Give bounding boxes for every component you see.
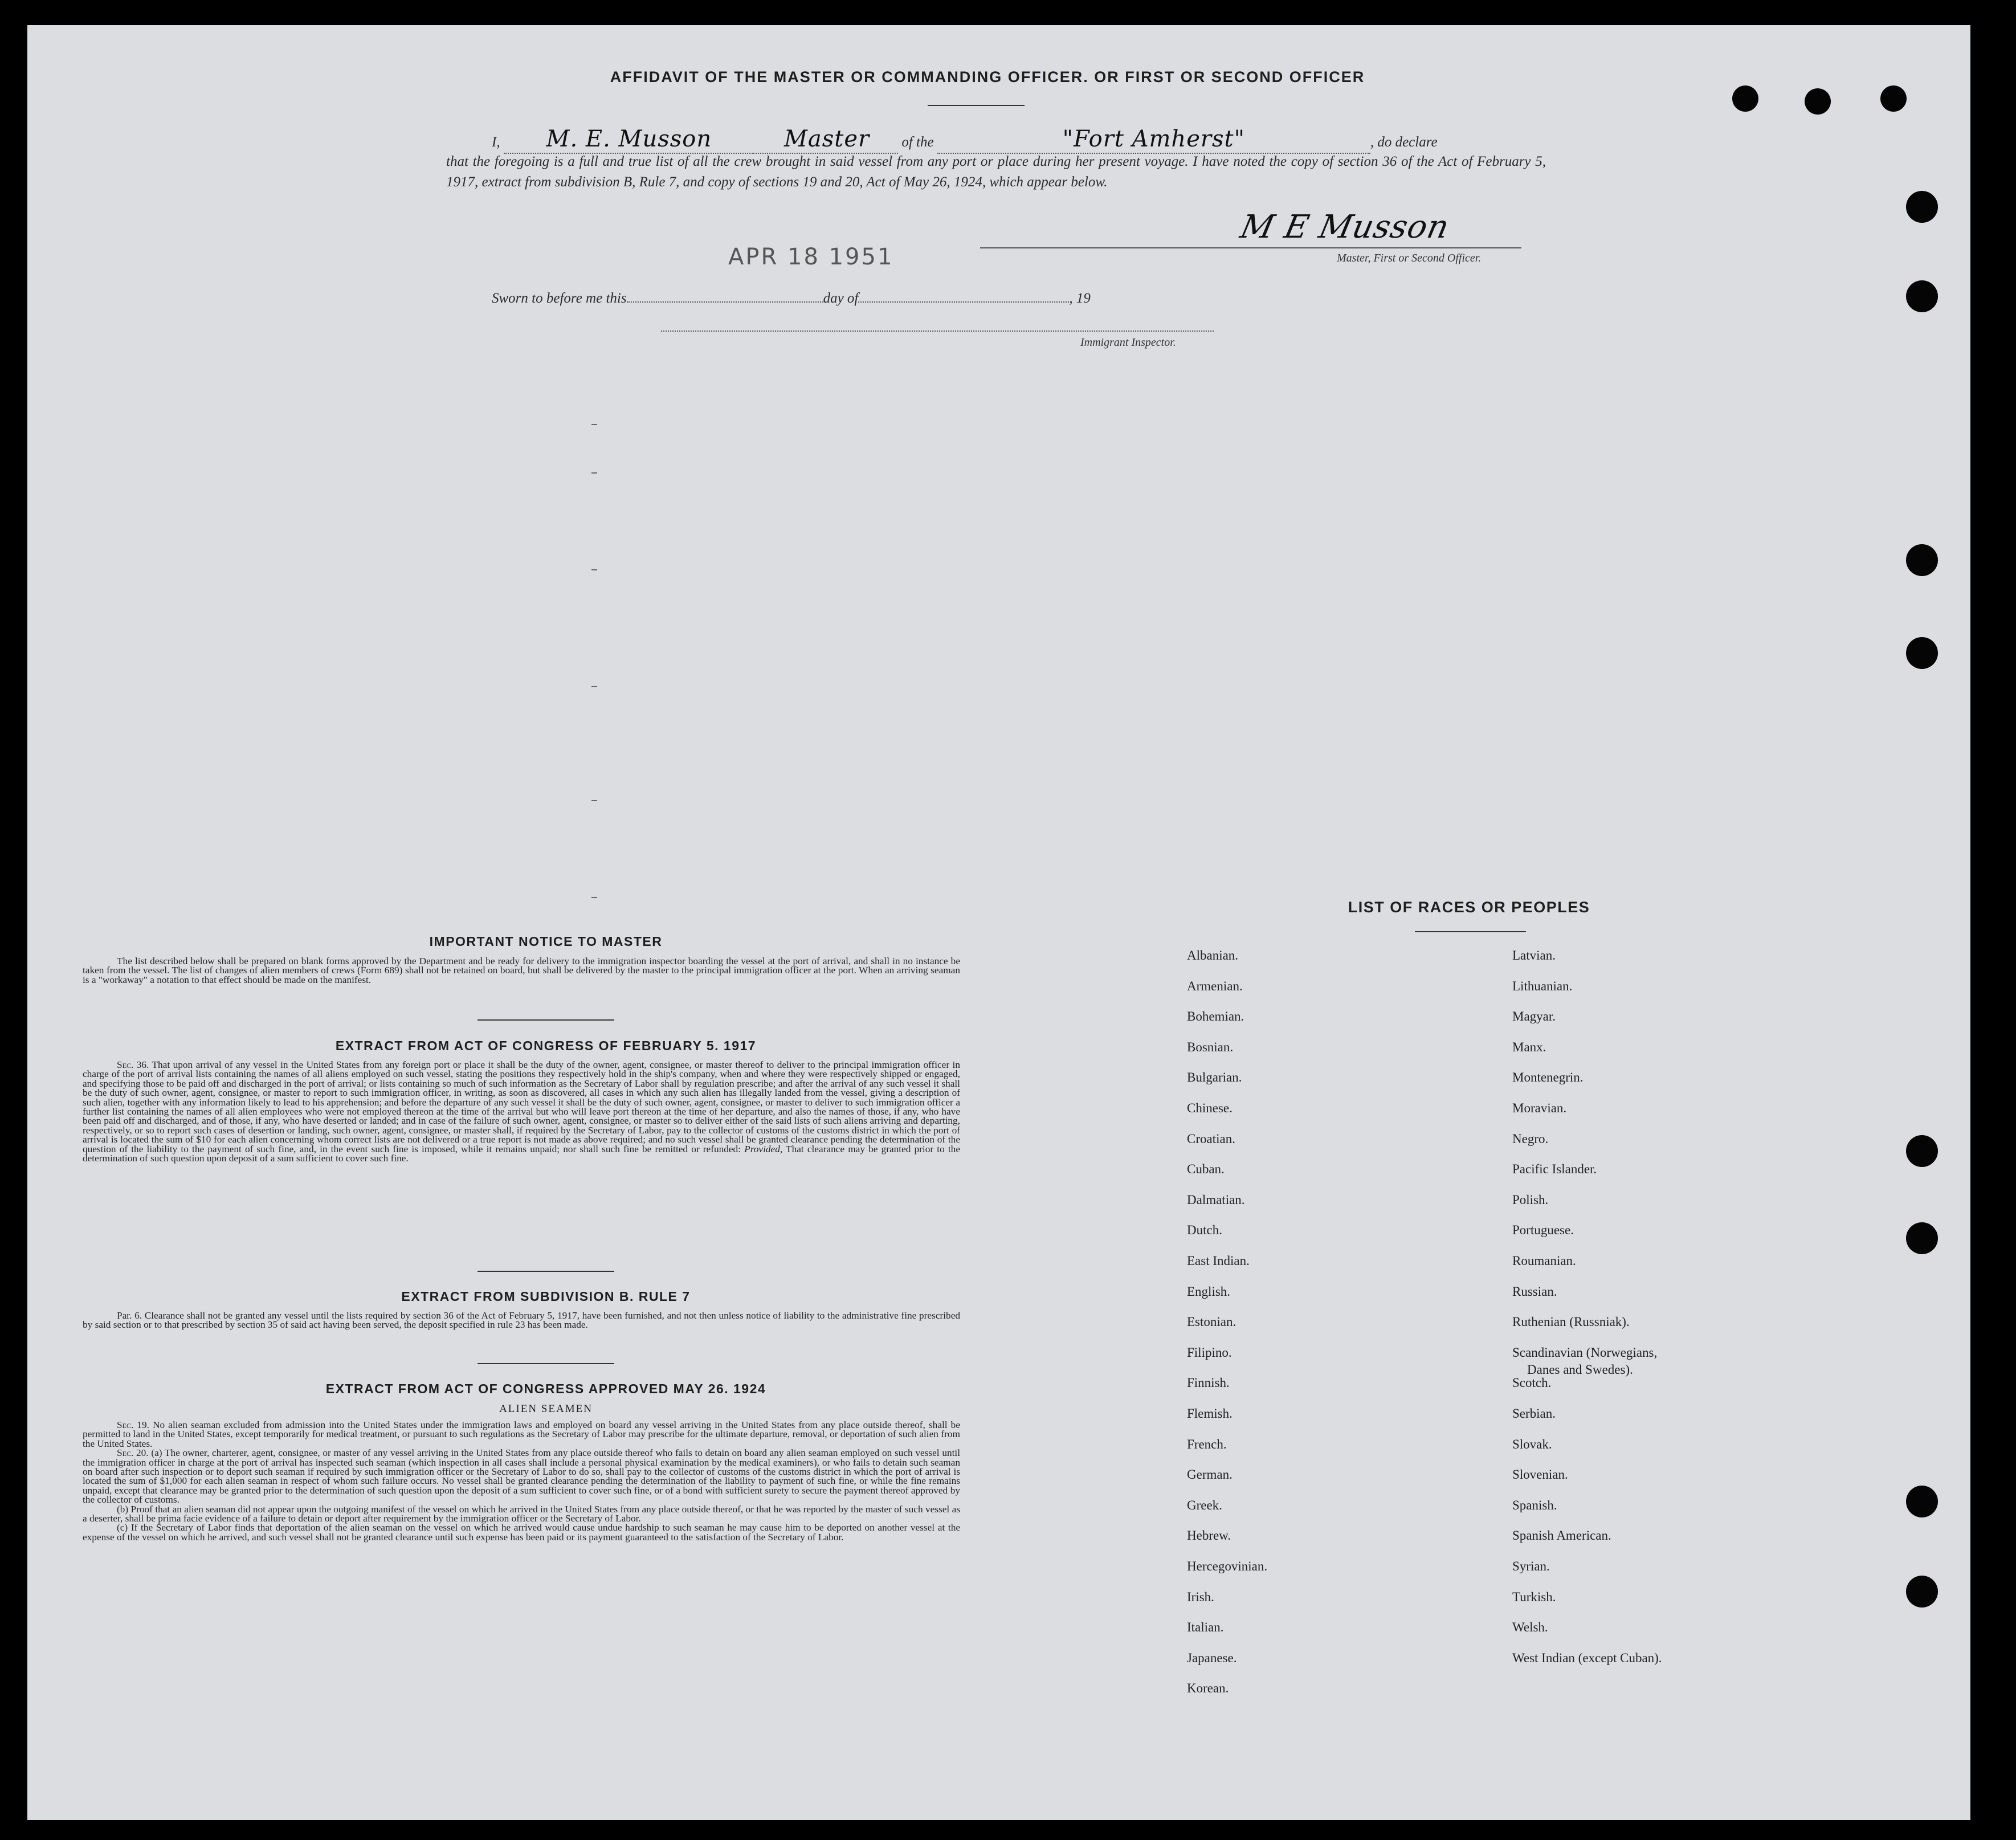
race-item: Roumanian. xyxy=(1512,1254,1576,1268)
proviso-label: Provided, xyxy=(744,1143,783,1154)
sworn-day-field xyxy=(627,301,823,303)
race-item: Korean. xyxy=(1187,1681,1229,1696)
extract-1924-title: EXTRACT FROM ACT OF CONGRESS APPROVED MAY 26. 1924 xyxy=(325,1381,766,1396)
race-item: Armenian. xyxy=(1187,978,1243,993)
date-stamp: APR 18 1951 xyxy=(728,244,894,270)
binder-hole xyxy=(1880,85,1907,112)
margin-tick xyxy=(591,800,597,801)
race-item: Scotch. xyxy=(1512,1376,1552,1390)
rule-7-title: EXTRACT FROM SUBDIVISION B. RULE 7 xyxy=(401,1289,691,1304)
sec-36-label: Sec. 36. xyxy=(117,1059,149,1070)
rule-7-text xyxy=(83,1311,960,1330)
race-item: Estonian. xyxy=(1187,1315,1236,1329)
margin-tick xyxy=(591,424,597,425)
race-item: East Indian. xyxy=(1187,1254,1250,1268)
binder-hole xyxy=(1906,191,1938,223)
binder-hole xyxy=(1906,637,1938,669)
race-item: French. xyxy=(1187,1437,1227,1451)
race-item: Danes and Swedes). xyxy=(1527,1362,1633,1377)
race-item: Ruthenian (Russniak). xyxy=(1512,1315,1630,1329)
declaration-body: that the foregoing is a full and true list of all the crew brought in said vessel from any port or place during her present voyage. I have noted the copy of section 36 of the Act of February 5, 1917, extract from subdivision B, Rule 7, and copy of sections 19 and 20, Act of May 26, 1924, which appear below. xyxy=(446,154,1546,190)
race-item: Montenegrin. xyxy=(1512,1070,1584,1085)
race-item: Latvian. xyxy=(1512,948,1556,962)
race-item: Filipino. xyxy=(1187,1345,1232,1360)
sec-36-paragraph xyxy=(83,1060,960,1163)
race-item: Finnish. xyxy=(1187,1376,1230,1390)
declaration-line xyxy=(492,126,1552,154)
race-item: Bulgarian. xyxy=(1187,1070,1242,1085)
race-item: English. xyxy=(1187,1284,1231,1299)
title-divider xyxy=(928,105,1025,106)
margin-tick xyxy=(591,686,597,687)
section-divider xyxy=(478,1271,614,1272)
rank-handwritten: Master xyxy=(783,126,870,152)
sworn-label: Sworn to before me this xyxy=(492,291,627,306)
race-item: Spanish American. xyxy=(1512,1528,1611,1543)
race-item: Irish. xyxy=(1187,1589,1214,1604)
rule-7-paragraph: Par. 6. Clearance shall not be granted any vessel until the lists required by section 36 of the Act of February 5, 1917, have been furnished, and not then unless notice of liability to the administrative fine prescribed by said section or to that prescribed by section 35 of said act having been served, the deposit specified in rule 23 has been made. xyxy=(83,1310,960,1331)
sec-19-text: No alien seaman excluded from admission into the United States under the immigration laws and employed on board any vessel arriving in the United States from any place outside thereof, shall be permitted to land in the United States, except temporarily for medical treatment, or pursuant to such regulations as the Secretary of Labor may prescribe for the ultimate departure, removal, or deportation of such alien from the United States. xyxy=(83,1419,960,1449)
extract-1924-text xyxy=(83,1421,960,1542)
race-item: Japanese. xyxy=(1187,1650,1237,1665)
race-item: Slovenian. xyxy=(1512,1467,1568,1482)
binder-hole xyxy=(1732,85,1758,112)
race-item: Chinese. xyxy=(1187,1101,1233,1115)
race-item: Dutch. xyxy=(1187,1223,1222,1238)
extract-1917-title: EXTRACT FROM ACT OF CONGRESS OF FEBRUARY 5. 1917 xyxy=(335,1038,757,1053)
race-item: Russian. xyxy=(1512,1284,1557,1299)
year-label: , 19 xyxy=(1069,291,1091,306)
margin-tick xyxy=(591,472,597,474)
race-item: Greek. xyxy=(1187,1498,1222,1512)
race-item: Bosnian. xyxy=(1187,1039,1234,1054)
vessel-name-field xyxy=(937,126,1370,154)
inspector-line xyxy=(661,331,1214,332)
form-sheet xyxy=(27,25,1970,1820)
do-declare-label: , do declare xyxy=(1370,134,1438,150)
notice-paragraph: The list described below shall be prepared on blank forms approved by the Department and be ready for delivery to the immigration inspector boarding the vessel at the port of arrival, and shall in no instance be taken from the vessel. The list of changes of alien members of crews (Form 689) shall not be retained on board, but shall be delivered by the master to the principal immigration officer at the port. When an arriving seaman is a "workaway" a notation to that effect should be made on the manifest. xyxy=(83,956,960,985)
binder-hole xyxy=(1906,1135,1938,1167)
sworn-month-field xyxy=(858,301,1069,303)
race-item: German. xyxy=(1187,1467,1233,1482)
binder-hole xyxy=(1906,544,1938,576)
race-item: Portuguese. xyxy=(1512,1223,1574,1238)
race-item: Hercegovinian. xyxy=(1187,1559,1268,1573)
race-item: Pacific Islander. xyxy=(1512,1162,1597,1177)
signature-caption: Master, First or Second Officer. xyxy=(1337,252,1482,264)
master-name-handwritten: M. E. Musson xyxy=(546,126,712,152)
race-item: Hebrew. xyxy=(1187,1528,1231,1543)
binder-hole xyxy=(1906,280,1938,312)
sec-20b-paragraph: (b) Proof that an alien seaman did not appear upon the outgoing manifest of the vessel on which he arrived in the United States from any place outside thereof, or that he was reported by the master of such vessel as a deserter, shall be prima facie evidence of a failure to detain or deport after requirement by the immigration officer or the Secretary of Labor. xyxy=(83,1503,960,1524)
races-title: LIST OF RACES OR PEOPLES xyxy=(1348,899,1590,916)
race-item: West Indian (except Cuban). xyxy=(1512,1650,1662,1665)
section-divider xyxy=(478,1363,614,1364)
race-item: Cuban. xyxy=(1187,1162,1225,1177)
binder-hole xyxy=(1805,88,1831,115)
sec-20a-paragraph xyxy=(83,1449,960,1504)
master-name-field xyxy=(504,126,754,154)
race-item: Turkish. xyxy=(1512,1589,1556,1604)
race-item: Scandinavian (Norwegians, xyxy=(1512,1345,1658,1360)
sec-36-text: That upon arrival of any vessel in the United States from any foreign port or place it shall be the duty of the owner, agent, consignee, or master thereof to deliver to the principal immigration officer in charge of the port of arrival lists containing the names of all aliens employed on such vessel, stating the positions they respectively hold in the ship's company, when and where they were respectively shipped or engaged, and specifying those to be paid off and discharged in the port of arrival; or lists containing so much of such information as the Secretary of Labor shall by regulation prescribe; and after the arrival of any such vessel it shall be the duty of such owner, agent, consignee, or master to report to such immigration officer, in writing, as soon as discovered, all cases in which any such alien has illegally landed from the vessel, giving a description of such alien, together with any information likely to lead to his apprehension; and before the departure of any such vessel it shall be the duty of such owner, agent, consignee, or master to deliver to such immigration officer a further list containing the names of all alien employees who were not employed thereon at the time of the arrival but who will leave port thereon at the time of her departure, and also the names of those, if any, who have been paid off and discharged, and of those, if any, who have deserted or landed; and in case of the failure of such owner, agent, consignee, or master so to deliver either of the said lists of such aliens arriving and departing, respectively, or so to report such cases of desertion or landing, such owner, agent, consignee, or master shall, if required by the Secretary of Labor, pay to the collector of customs of the customs district in which the port of arrival is located the sum of $10 for each alien concerning whom correct lists are not delivered or a true report is not made as above required; and no such vessel shall be granted clearance pending the determination of the question of the liability to the payment of such fine, and, in the event such fine is imposed, while it remains unpaid; nor shall such fine be remitted or refunded: xyxy=(83,1059,961,1154)
race-item: Flemish. xyxy=(1187,1406,1233,1421)
proviso-text: That clearance may be granted prior to the determination of such question upon deposit of a sum sufficient to cover such fine. xyxy=(83,1143,960,1164)
margin-tick xyxy=(591,569,597,570)
binder-hole xyxy=(1906,1222,1938,1254)
sec-20c-paragraph: (c) If the Secretary of Labor finds that deportation of the alien seaman on the vessel on which he arrived would cause undue hardship to such seaman he may cause him to be deported on another vessel at the expense of the vessel on which he arrived, and such vessel shall not be granted clearance until such expense has been paid or its payment guaranteed to the satisfaction of the Secretary of Labor. xyxy=(83,1522,960,1543)
race-item: Albanian. xyxy=(1187,948,1239,962)
race-item: Croatian. xyxy=(1187,1131,1235,1146)
race-item: Dalmatian. xyxy=(1187,1192,1245,1207)
notice-text xyxy=(83,957,960,985)
rank-field xyxy=(756,126,898,154)
affidavit-title: AFFIDAVIT OF THE MASTER OR COMMANDING OFFICER. OR FIRST OR SECOND OFFICER xyxy=(610,68,1365,85)
binder-hole xyxy=(1906,1576,1938,1608)
sec-19-label: Sec. 19. xyxy=(117,1419,149,1430)
race-item: Italian. xyxy=(1187,1620,1224,1635)
of-the-label: of the xyxy=(901,134,934,150)
race-item: Serbian. xyxy=(1512,1406,1556,1421)
day-of-label: day of xyxy=(823,291,859,306)
race-item: Welsh. xyxy=(1512,1620,1548,1635)
race-item: Lithuanian. xyxy=(1512,978,1573,993)
race-item: Spanish. xyxy=(1512,1498,1557,1512)
declaration-prefix: I, xyxy=(492,134,500,150)
race-item: Bohemian. xyxy=(1187,1009,1244,1024)
alien-seamen-subtitle: ALIEN SEAMEN xyxy=(499,1403,593,1415)
race-item: Negro. xyxy=(1512,1131,1549,1146)
sec-20-label: Sec. 20. xyxy=(117,1447,149,1459)
margin-tick xyxy=(591,897,597,898)
race-item: Moravian. xyxy=(1512,1101,1567,1115)
signature-line xyxy=(980,247,1521,248)
race-item: Manx. xyxy=(1512,1039,1546,1054)
sworn-line xyxy=(492,288,1091,309)
extract-1917-text xyxy=(83,1060,960,1163)
section-divider xyxy=(478,1019,614,1021)
races-divider xyxy=(1415,931,1526,932)
inspector-caption: Immigrant Inspector. xyxy=(1080,336,1176,349)
sec-19-paragraph xyxy=(83,1421,960,1449)
race-item: Polish. xyxy=(1512,1192,1549,1207)
vessel-name-handwritten: "Fort Amherst" xyxy=(1062,126,1245,152)
notice-title: IMPORTANT NOTICE TO MASTER xyxy=(429,934,663,949)
sec-20a-text: (a) The owner, charterer, agent, consignee, or master of any vessel arriving in the United States from any place outside thereof who fails to detain on board any alien seaman employed on such vessel until the immigration officer in charge at the port of arrival has inspected such seaman (which inspection in all cases shall include a personal physical examination by the medical examiners), or who fails to detain such seaman on board after such inspection or to deport such seaman if required by such immigration officer or the Secretary of Labor to do so, shall pay to the collector of customs of the customs district in which the port of arrival is located the sum of $1,000 for each alien seaman in respect of whom such failure occurs. No vessel shall be granted clearance pending the determination of the liability to payment of such fine, or while the fine remains unpaid, except that clearance may be granted prior to the determination of such question upon the deposit of a sum sufficient to cover such fine, or of a bond with sufficient surety to secure the payment thereof approved by the collector of customs. xyxy=(83,1447,961,1506)
race-item: Syrian. xyxy=(1512,1559,1550,1573)
race-item: Magyar. xyxy=(1512,1009,1556,1024)
master-signature: M E Musson xyxy=(1237,209,1453,246)
race-item: Slovak. xyxy=(1512,1437,1552,1451)
binder-hole xyxy=(1906,1486,1938,1517)
